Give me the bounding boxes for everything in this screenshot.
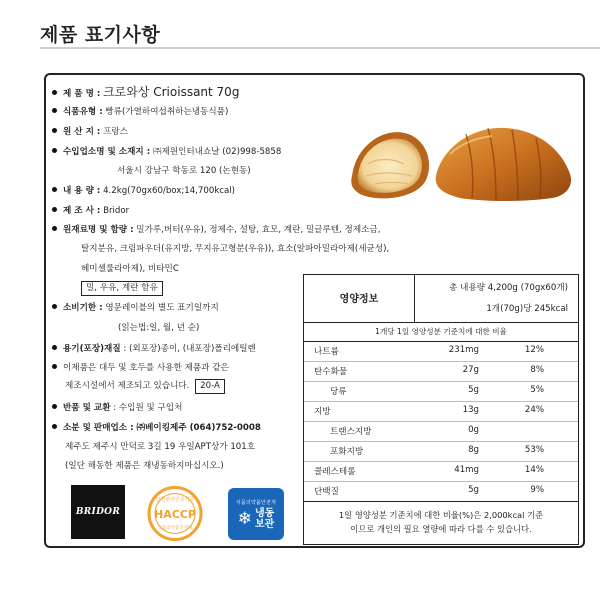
ingredients-row	[52, 224, 380, 236]
maker-label: 제 조 사 :	[63, 206, 101, 216]
origin-row	[52, 126, 128, 138]
nutrition-footnote: 이므로 개인의 필요 열량에 따라 다를 수 있습니다.	[350, 524, 532, 534]
seller-row	[52, 422, 261, 434]
maker-value: Bridor	[103, 206, 130, 216]
bullet-icon	[52, 304, 57, 309]
packaging-value: : (외포장)종이, (내포장)폴리에틸렌	[123, 344, 256, 354]
nutrient-amount: 0g	[468, 425, 479, 435]
nutrition-row	[304, 421, 578, 442]
expiry-note: (읽는법:일, 월, 년 순)	[118, 323, 200, 333]
facility-row-2	[65, 379, 225, 394]
bullet-icon	[52, 404, 57, 409]
nutrition-title-cell	[304, 275, 415, 322]
nutrient-name: 탄수화물	[314, 367, 348, 377]
food-type-label: 식품유형 :	[63, 107, 103, 117]
bullet-icon	[52, 207, 57, 212]
return-row	[52, 402, 182, 414]
origin-label: 원 산 지 :	[63, 127, 101, 137]
product-name-value: 크로와상 Crioissant 70g	[103, 85, 240, 99]
bullet-icon	[52, 148, 57, 153]
storage-word: 보관	[254, 518, 275, 530]
nutrient-amount: 27g	[462, 365, 479, 375]
haccp-main-text: HACCP	[154, 508, 196, 521]
nutrition-row	[304, 441, 578, 462]
bullet-icon	[52, 128, 57, 133]
bullet-icon	[52, 345, 57, 350]
nutrient-name: 포화지방	[330, 447, 364, 457]
seller-address: 제주도 제주시 만덕로 3길 19 우일APT상가 101호	[65, 442, 256, 452]
product-name-label: 제 품 명 :	[63, 89, 101, 99]
nutrient-amount: 13g	[462, 405, 479, 415]
frozen-top-text: 식품의약품안전처	[235, 499, 277, 506]
bullet-icon	[52, 364, 57, 369]
allergen-box	[81, 281, 163, 296]
title-divider	[40, 47, 600, 49]
nutrition-header	[304, 275, 578, 323]
allergen-text: 밀, 우유, 계란 함유	[81, 281, 163, 296]
haccp-bottom-text: 식품의약품안전처	[157, 526, 193, 531]
croissant-photo	[346, 114, 576, 209]
packaging-label: 용기(포장)재질	[63, 344, 121, 354]
bridor-logo	[71, 485, 125, 539]
bullet-icon	[52, 226, 57, 231]
bullet-icon	[52, 187, 57, 192]
nutrient-name: 트랜스지방	[330, 427, 372, 437]
facility-code: 20-A	[195, 379, 225, 394]
nutrient-name: 나트륨	[314, 347, 339, 357]
expiry-label: 소비기한 :	[63, 303, 103, 313]
seller-note: (일단 해동한 제품은 재냉동하지마십시오.)	[65, 461, 224, 471]
importer-address: 서울시 강남구 학동로 120 (논현동)	[117, 166, 251, 176]
facility-line: 이제품은 대두 및 호두를 사용한 제품과 같은	[63, 363, 229, 373]
bridor-logo-text: BRIDOR	[75, 507, 121, 517]
haccp-top-text: 안전관리인증기준	[155, 497, 195, 503]
snowflake-icon: ❄	[237, 508, 252, 529]
ingredients-line: 밀가루,버터(우유), 정제수, 설탕, 효모, 계란, 밀글루텐, 정제소금,	[136, 225, 381, 235]
nutrient-percent: 8%	[530, 365, 544, 375]
nutrient-amount: 5g	[468, 385, 479, 395]
nutrient-percent: 53%	[524, 445, 544, 455]
ingredients-label: 원재료명 및 함량 :	[63, 225, 134, 235]
nutrient-amount: 5g	[468, 485, 479, 495]
nutrient-percent: 14%	[524, 465, 544, 475]
maker-row	[52, 205, 129, 217]
bullet-icon	[52, 108, 57, 113]
nutrient-name: 당류	[330, 387, 347, 397]
importer-row	[52, 146, 281, 158]
nutrition-row	[304, 361, 578, 382]
expiry-value: 영문레이블의 별도 표기일까지	[105, 303, 219, 313]
expiry-row	[52, 302, 219, 314]
nutrient-amount: 41mg	[454, 465, 479, 475]
product-name-row	[52, 86, 239, 100]
facility-line: 제조시설에서 제조되고 있습니다.	[65, 381, 190, 391]
nutrition-row	[304, 461, 578, 482]
nutrition-subheader: 1개당 1일 영양성분 기준치에 대한 비율	[304, 322, 578, 342]
nutrition-row	[304, 341, 578, 362]
haccp-logo	[146, 486, 204, 541]
return-label: 반품 및 교환	[63, 403, 111, 413]
importer-label: 수입업소명 및 소재지 :	[63, 147, 151, 157]
ingredients-line: 탈지분유, 크림파우더(유지방, 무지유고형분(우유)), 효소(알파아밀라아제(세균성),	[81, 244, 390, 254]
nutrient-name: 단백질	[314, 487, 339, 497]
nutrition-per-serving: 1개(70g)당 245kcal	[486, 304, 568, 314]
packaging-row	[52, 343, 256, 355]
nutrient-percent: 5%	[530, 385, 544, 395]
seller-label: 소분 및 판매업소 : ㈜베이킹제주 (064)752-0008	[63, 423, 261, 433]
return-value: : 수입원 및 구입처	[113, 403, 183, 413]
nutrient-amount: 8g	[468, 445, 479, 455]
nutrition-footer	[304, 501, 578, 544]
food-type-value: 빵류(가열하여섭취하는냉동식품)	[105, 107, 229, 117]
volume-value: 4.2kg(70gx60/box;14,700kcal)	[103, 186, 236, 196]
frozen-word: 냉동	[254, 507, 275, 519]
nutrition-row	[304, 481, 578, 502]
origin-value: 프랑스	[103, 127, 128, 137]
nutrition-footnote: 1일 영양성분 기준치에 대한 비율(%)은 2,000kcal 기준	[338, 510, 544, 520]
nutrient-percent: 24%	[524, 405, 544, 415]
page-title: 제품 표기사항	[40, 24, 161, 46]
nutrient-amount: 231mg	[448, 345, 479, 355]
nutrition-row	[304, 401, 578, 422]
nutrient-name: 지방	[314, 407, 331, 417]
nutrition-total-content: 총 내용량 4,200g (70gx60개)	[449, 283, 568, 293]
facility-row	[52, 362, 229, 374]
volume-label: 내 용 량 :	[63, 186, 101, 196]
bullet-icon	[52, 424, 57, 429]
nutrient-percent: 12%	[524, 345, 544, 355]
nutrient-percent: 9%	[530, 485, 544, 495]
bullet-icon	[52, 90, 57, 95]
nutrition-title: 영양정보	[339, 294, 379, 305]
nutrition-row	[304, 381, 578, 402]
importer-value: ㈜제원인터내쇼날 (02)998-5858	[152, 147, 282, 157]
ingredients-line: 헤미셀룰라아제), 비타민C	[81, 264, 179, 274]
nutrition-table	[303, 274, 579, 545]
nutrient-name: 콜레스테롤	[314, 467, 356, 477]
food-type-row	[52, 106, 228, 118]
frozen-storage-logo	[228, 488, 284, 540]
volume-row	[52, 185, 235, 197]
